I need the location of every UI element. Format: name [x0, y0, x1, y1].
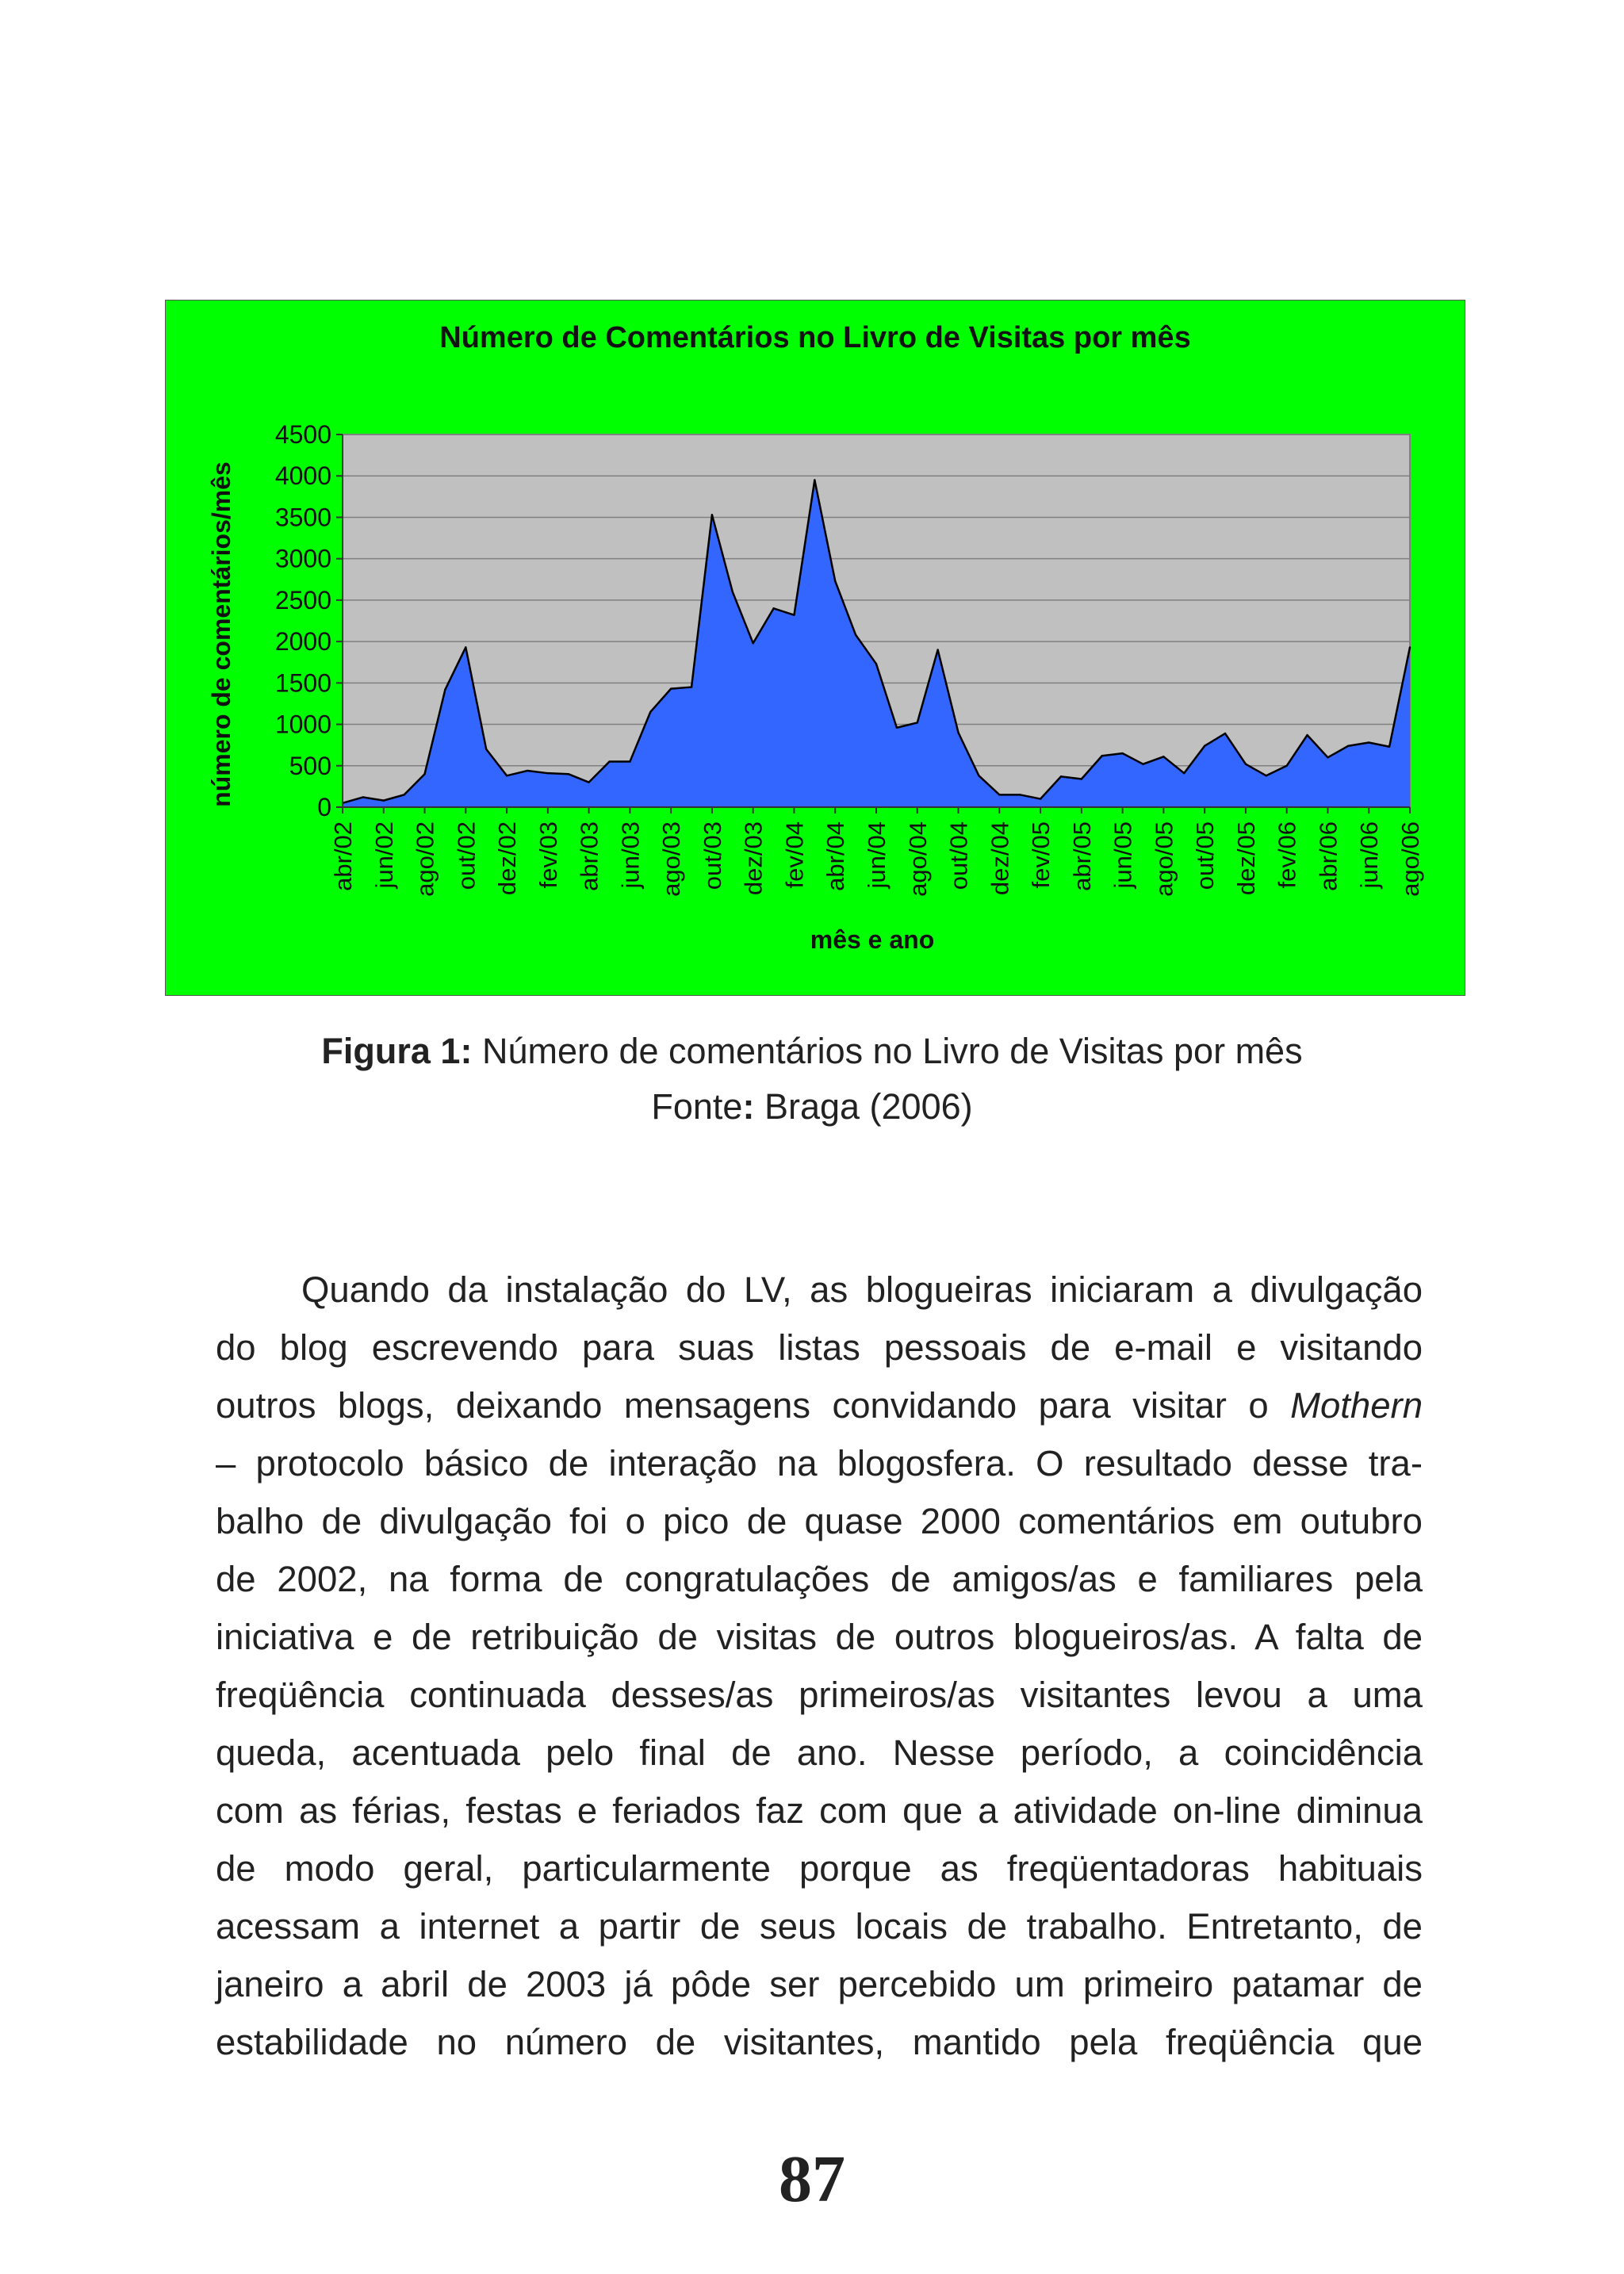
source-colon: :	[742, 1086, 755, 1127]
data-point	[1388, 746, 1390, 748]
data-point	[917, 722, 918, 723]
x-tick-label: out/02	[452, 821, 481, 890]
x-tick-label: jun/05	[1109, 821, 1137, 889]
data-point	[752, 642, 753, 644]
data-point	[1245, 763, 1247, 764]
body-line: freqüência continuada desses/as primeiros/as visitantes levou a uma	[216, 1675, 1423, 1715]
body-line: de 2002, na forma de congratulações de amigos/as e familiares pela	[216, 1559, 1423, 1599]
data-point	[998, 794, 1000, 795]
x-tick-label: fev/04	[780, 821, 809, 889]
x-tick-label: dez/05	[1231, 821, 1260, 896]
body-line: acessam a internet a partir de seus locais de trabalho. Entretanto, de	[216, 1906, 1423, 1947]
data-point	[1368, 741, 1369, 743]
data-point	[691, 686, 692, 687]
x-tick-label: jun/06	[1355, 821, 1384, 889]
figure-caption	[0, 1031, 1624, 1072]
data-point	[444, 688, 446, 690]
x-tick-label: jun/04	[863, 821, 891, 889]
y-tick-label: 1500	[274, 668, 331, 698]
data-point	[896, 727, 898, 729]
data-point	[711, 514, 713, 515]
y-tick-label: 3000	[274, 544, 331, 573]
data-point	[1327, 756, 1328, 758]
x-tick-label: out/03	[698, 821, 726, 890]
data-point	[1060, 775, 1062, 777]
y-tick-label: 4000	[274, 461, 331, 491]
x-tick-label: fev/03	[534, 821, 562, 889]
body-line: janeiro a abril de 2003 já pôde ser percebido um primeiro patamar de	[216, 1964, 1423, 2004]
chart-title: Número de Comentários no Livro de Visitas por mês	[439, 321, 1191, 354]
x-tick-label: dez/03	[739, 821, 768, 896]
data-point	[1204, 745, 1205, 747]
y-tick-label: 0	[317, 793, 331, 821]
data-point	[936, 649, 938, 650]
data-point	[423, 773, 425, 775]
data-point	[875, 663, 877, 664]
data-point	[793, 614, 795, 615]
x-tick-label: dez/02	[493, 821, 522, 896]
data-point	[1081, 778, 1082, 779]
data-point	[547, 772, 549, 774]
data-point	[1019, 794, 1021, 795]
data-point	[1409, 646, 1411, 648]
area-chart	[165, 300, 1465, 996]
x-tick-label: ago/02	[411, 821, 439, 897]
data-point	[1101, 755, 1103, 756]
body-line: do blog escrevendo para suas listas pessoais de e-mail e visitando	[216, 1327, 1423, 1368]
italic-word: Mothern	[1290, 1385, 1423, 1426]
data-point	[1285, 765, 1287, 767]
body-line-text: outros blogs, deixando mensagens convidando para visitar o	[216, 1385, 1291, 1426]
x-tick-label: fev/05	[1027, 821, 1055, 889]
data-point	[814, 479, 815, 480]
x-tick-label: ago/03	[657, 821, 686, 897]
data-point	[732, 591, 733, 592]
data-point	[834, 580, 836, 582]
x-tick-label: abr/06	[1314, 821, 1342, 891]
data-point	[978, 775, 979, 776]
caption-label: Figura 1:	[321, 1031, 473, 1071]
caption-text: Número de comentários no Livro de Visitas por mês	[472, 1031, 1303, 1071]
y-tick-label: 3500	[274, 503, 331, 532]
body-line: iniciativa e de retribuição de visitas de outros blogueiros/as. A falta de	[216, 1617, 1423, 1657]
data-point	[403, 794, 404, 795]
y-tick-label: 500	[289, 751, 331, 780]
body-line: Quando da instalação do LV, as blogueiras iniciaram a divulgação	[301, 1269, 1423, 1310]
data-point	[485, 748, 487, 750]
body-line: estabilidade no número de visitantes, mantido pela freqüência que	[216, 2022, 1423, 2062]
x-tick-label: fev/06	[1273, 821, 1301, 889]
data-point	[1266, 775, 1267, 776]
x-tick-label: jun/02	[370, 821, 398, 889]
y-axis-label: número de comentários/mês	[207, 461, 236, 807]
data-point	[568, 773, 569, 775]
data-point	[1224, 733, 1226, 734]
source-text: Braga (2006)	[754, 1086, 973, 1127]
figure-source	[0, 1086, 1624, 1127]
data-point	[383, 799, 385, 801]
data-point	[588, 781, 589, 783]
x-tick-label: out/05	[1191, 821, 1220, 890]
y-tick-label: 4500	[274, 420, 331, 449]
source-label: Fonte	[651, 1086, 743, 1127]
y-tick-label: 2500	[274, 585, 331, 614]
data-point	[772, 607, 774, 609]
data-point	[1040, 798, 1041, 799]
body-paragraph	[216, 1261, 1423, 2071]
data-point	[1306, 734, 1308, 736]
data-point	[670, 687, 672, 689]
x-tick-label: ago/04	[903, 821, 932, 897]
x-tick-label: ago/06	[1396, 821, 1424, 897]
data-point	[1142, 763, 1143, 764]
x-axis-label: mês e ano	[810, 925, 935, 954]
body-line: balho de divulgação foi o pico de quase 2000 comentários em outubro	[216, 1501, 1423, 1541]
x-tick-label: abr/04	[822, 821, 850, 891]
body-line: queda, acentuada pelo final de ano. Nesse período, a coincidência	[216, 1732, 1423, 1773]
body-line	[216, 1376, 1423, 1434]
x-tick-label: abr/02	[329, 821, 357, 891]
x-tick-label: jun/03	[616, 821, 645, 889]
data-point	[506, 775, 508, 776]
data-point	[527, 770, 528, 771]
x-tick-label: abr/05	[1067, 821, 1096, 891]
data-point	[1183, 772, 1185, 774]
data-point	[1121, 752, 1123, 754]
data-point	[649, 711, 651, 713]
body-line: com as férias, festas e feriados faz com que a atividade on-line diminua	[216, 1790, 1423, 1831]
page-number: 87	[779, 2142, 845, 2216]
x-tick-label: abr/03	[575, 821, 603, 891]
y-tick-label: 1000	[274, 710, 331, 739]
x-tick-label: ago/05	[1150, 821, 1178, 897]
body-line: de modo geral, particularmente porque as freqüentadoras habituais	[216, 1848, 1423, 1889]
data-point	[629, 760, 630, 762]
data-point	[1347, 745, 1349, 747]
figure-chart	[165, 300, 1465, 996]
data-point	[1162, 756, 1164, 757]
body-line: – protocolo básico de interação na blogosfera. O resultado desse tra-	[216, 1443, 1423, 1483]
data-point	[855, 634, 856, 636]
x-tick-label: dez/04	[986, 821, 1014, 896]
data-point	[465, 646, 466, 648]
data-point	[362, 796, 364, 798]
data-point	[608, 760, 610, 762]
y-tick-label: 2000	[274, 627, 331, 657]
x-tick-label: out/04	[944, 821, 973, 890]
data-point	[957, 732, 959, 733]
